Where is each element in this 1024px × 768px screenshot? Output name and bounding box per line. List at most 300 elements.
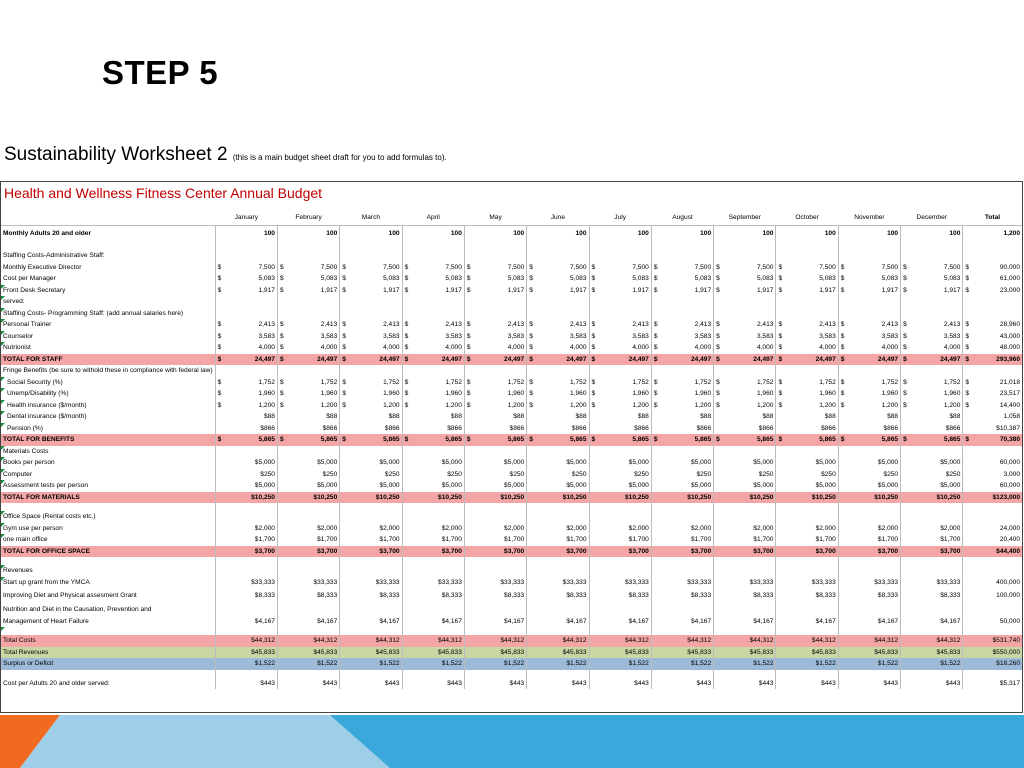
currency-cell: $ [402, 319, 412, 331]
value-cell: $250 [322, 470, 338, 478]
currency-cell [527, 577, 537, 589]
value-cell [537, 604, 589, 616]
value-cell: $5,000 [504, 482, 525, 489]
value-cell: $3,700 [848, 546, 900, 558]
currency-cell: $ [277, 434, 287, 446]
currency-cell [651, 635, 661, 647]
currency-cell [277, 604, 287, 616]
currency-cell: $ [776, 319, 786, 331]
value-cell: $1,700 [628, 536, 649, 543]
table-row [1, 400, 1022, 412]
value-cell: $5,000 [504, 459, 525, 466]
value-cell [225, 296, 277, 308]
table-row [1, 565, 1022, 577]
value-cell [412, 604, 464, 616]
currency-cell [527, 457, 537, 469]
currency-cell [215, 446, 225, 458]
table-row [1, 377, 1022, 389]
value-cell [537, 308, 589, 320]
currency-cell: $ [776, 377, 786, 389]
row-label: Front Desk Secretary [3, 286, 66, 294]
value-cell [225, 565, 277, 577]
value-cell: 1,960 [943, 390, 961, 397]
value-cell [412, 365, 464, 377]
currency-cell [776, 226, 786, 243]
value-cell [786, 604, 838, 616]
value-cell: 1,960 [881, 390, 899, 397]
value-cell: $250 [260, 470, 275, 478]
value-cell [537, 511, 589, 523]
currency-cell [714, 250, 724, 262]
value-cell [661, 296, 713, 308]
currency-cell: $ [963, 285, 973, 297]
currency-cell [838, 534, 848, 546]
currency-cell [589, 423, 599, 435]
value-cell [599, 557, 651, 565]
currency-cell [651, 250, 661, 262]
value-cell: 24,497 [225, 354, 277, 366]
row-label: Materials Costs [3, 447, 49, 455]
value-cell: 3,583 [694, 332, 712, 340]
currency-cell [215, 588, 225, 604]
value-cell: $866 [634, 424, 649, 432]
value-cell: 4,000 [258, 344, 275, 351]
currency-cell: $ [651, 319, 661, 331]
value-cell [661, 670, 713, 678]
currency-cell [589, 411, 599, 423]
table-row [1, 670, 1022, 678]
currency-cell [402, 365, 412, 377]
currency-cell [215, 511, 225, 523]
currency-cell [714, 523, 724, 535]
value-cell: $2,000 [317, 524, 338, 532]
currency-cell [963, 627, 973, 635]
value-cell [848, 511, 900, 523]
currency-cell [901, 616, 911, 628]
currency-cell [901, 511, 911, 523]
currency-cell [776, 635, 786, 647]
value-cell: 1,960 [819, 390, 836, 397]
currency-cell [651, 670, 661, 678]
value-cell [475, 365, 527, 377]
currency-cell [651, 480, 661, 492]
currency-cell [963, 296, 973, 308]
total-cell [973, 446, 1022, 458]
value-cell: $250 [634, 470, 649, 478]
value-cell: $10,250 [537, 492, 589, 504]
currency-cell [651, 365, 661, 377]
currency-cell: $ [402, 377, 412, 389]
currency-cell [838, 511, 848, 523]
currency-cell [589, 635, 599, 647]
comment-marker-icon [1, 411, 5, 415]
value-cell: $866 [509, 424, 525, 432]
currency-cell: $ [714, 400, 724, 412]
currency-cell: $ [589, 434, 599, 446]
comment-marker-icon [1, 388, 5, 392]
value-cell [288, 503, 340, 511]
budget-table [1, 210, 1022, 689]
currency-cell: $ [277, 285, 287, 297]
currency-cell: $ [901, 285, 911, 297]
row-label: Staffing Costs- Programming Staff: (add annual salaries here) [3, 309, 184, 317]
row-label [1, 627, 215, 635]
value-cell [288, 604, 340, 616]
value-cell [786, 565, 838, 577]
month-header: February [277, 210, 339, 226]
value-cell: $88 [450, 413, 462, 420]
currency-cell: $ [838, 354, 848, 366]
value-cell: $8,333 [379, 592, 400, 599]
currency-cell [589, 678, 599, 690]
value-cell [661, 627, 713, 635]
total-cell: 70,380 [973, 434, 1022, 446]
value-cell: $1,700 [379, 536, 400, 543]
value-cell: 5,083 [570, 275, 587, 282]
value-cell: 5,083 [320, 275, 338, 282]
value-cell: 4,000 [570, 344, 587, 351]
currency-cell [402, 242, 412, 250]
value-cell [661, 250, 713, 262]
table-row [1, 678, 1022, 690]
value-cell [661, 565, 713, 577]
currency-cell [402, 678, 412, 690]
currency-cell: $ [589, 342, 599, 354]
value-cell: $1,700 [877, 536, 899, 543]
value-cell [475, 565, 527, 577]
total-cell: 1,058 [1003, 413, 1020, 420]
value-cell: $1,700 [317, 536, 338, 543]
value-cell: 7,500 [445, 263, 462, 271]
currency-cell [402, 534, 412, 546]
row-label: TOTAL FOR MATERIALS [1, 492, 215, 504]
value-cell [911, 557, 963, 565]
currency-cell [340, 308, 350, 320]
value-cell: $45,833 [350, 647, 402, 659]
currency-cell [589, 511, 599, 523]
budget-spreadsheet [0, 181, 1023, 713]
value-cell: $2,000 [690, 524, 712, 532]
total-cell: $44,400 [973, 546, 1022, 558]
currency-cell [651, 678, 661, 690]
value-cell: $44,312 [848, 635, 900, 647]
value-cell [724, 250, 776, 262]
value-cell [350, 503, 402, 511]
value-cell: $5,000 [254, 459, 275, 466]
value-cell: 5,083 [383, 275, 400, 282]
value-cell [724, 296, 776, 308]
currency-cell [215, 557, 225, 565]
sheet-title: Health and Wellness Fitness Center Annual Budget [4, 185, 323, 201]
currency-cell [838, 446, 848, 458]
comment-marker-icon [1, 446, 5, 450]
currency-cell: $ [963, 400, 973, 412]
currency-cell: $ [901, 331, 911, 343]
currency-cell: $ [340, 354, 350, 366]
currency-cell [589, 616, 599, 628]
currency-cell [527, 658, 537, 670]
value-cell [225, 250, 277, 262]
currency-cell [714, 511, 724, 523]
currency-cell [776, 678, 786, 690]
currency-cell [776, 457, 786, 469]
value-cell: 7,500 [632, 263, 649, 271]
value-cell [911, 511, 963, 523]
value-cell [412, 627, 464, 635]
comment-marker-icon [1, 331, 5, 335]
value-cell: $45,833 [412, 647, 464, 659]
row-label: one main office [3, 536, 48, 543]
currency-cell [277, 365, 287, 377]
value-cell [537, 250, 589, 262]
value-cell: 3,583 [881, 332, 899, 340]
value-cell: $33,333 [251, 578, 275, 586]
value-cell: $1,522 [225, 658, 277, 670]
table-row [1, 296, 1022, 308]
value-cell: $1,522 [350, 658, 402, 670]
currency-cell: $ [340, 388, 350, 400]
value-cell [475, 503, 527, 511]
currency-cell [776, 670, 786, 678]
total-cell: 60,000 [999, 459, 1020, 466]
currency-cell [527, 308, 537, 320]
value-cell [350, 365, 402, 377]
total-cell: 43,000 [999, 332, 1020, 340]
worksheet-note: (this is a main budget sheet draft for you to add formulas to). [232, 153, 447, 162]
month-header: June [527, 210, 589, 226]
value-cell [911, 365, 963, 377]
value-cell: $45,833 [724, 647, 776, 659]
value-cell: $10,250 [724, 492, 776, 504]
currency-cell [963, 469, 973, 481]
currency-cell [402, 565, 412, 577]
currency-cell: $ [215, 262, 225, 274]
row-label: Office Space (Rental costs etc.) [3, 513, 96, 520]
value-cell: 2,413 [694, 321, 712, 328]
currency-cell [527, 469, 537, 481]
value-cell: 1,752 [632, 378, 649, 386]
currency-cell [215, 616, 225, 628]
currency-cell [776, 658, 786, 670]
value-cell [848, 565, 900, 577]
currency-cell [589, 492, 599, 504]
value-cell [848, 604, 900, 616]
currency-cell [714, 670, 724, 678]
value-cell: $5,000 [379, 459, 400, 466]
value-cell [350, 627, 402, 635]
currency-cell [527, 546, 537, 558]
total-cell [973, 296, 1022, 308]
currency-cell [838, 565, 848, 577]
currency-cell [776, 250, 786, 262]
total-cell [973, 627, 1022, 635]
value-cell: 24,497 [911, 354, 963, 366]
currency-cell [963, 480, 973, 492]
month-header: October [776, 210, 838, 226]
value-cell: 3,583 [383, 332, 400, 340]
value-cell: 100 [824, 230, 836, 237]
currency-cell [838, 242, 848, 250]
value-cell: 1,200 [632, 401, 649, 409]
value-cell: 1,752 [819, 378, 836, 386]
table-row [1, 647, 1022, 659]
value-cell: $33,333 [874, 578, 899, 586]
currency-cell: $ [527, 434, 537, 446]
value-cell: 1,917 [320, 286, 338, 294]
currency-cell: $ [901, 262, 911, 274]
value-cell: $44,312 [288, 635, 340, 647]
month-header: September [714, 210, 776, 226]
currency-cell [277, 308, 287, 320]
currency-cell [651, 242, 661, 250]
currency-cell [277, 250, 287, 262]
month-header: August [651, 210, 713, 226]
currency-cell [714, 411, 724, 423]
value-cell [724, 308, 776, 320]
currency-cell [901, 565, 911, 577]
currency-cell: $ [838, 285, 848, 297]
currency-cell [464, 534, 474, 546]
slide-title: STEP 5 [102, 54, 219, 91]
value-cell: $5,000 [317, 482, 338, 489]
currency-cell [340, 242, 350, 250]
currency-cell [402, 296, 412, 308]
value-cell: 7,500 [943, 263, 961, 271]
currency-cell [714, 534, 724, 546]
currency-cell: $ [776, 388, 786, 400]
value-cell [288, 670, 340, 678]
currency-cell [277, 627, 287, 635]
value-cell: $1,522 [911, 658, 963, 670]
value-cell: 4,000 [694, 344, 712, 351]
header-blank [1, 210, 215, 226]
value-cell: $3,700 [412, 546, 464, 558]
value-cell: 1,960 [507, 390, 525, 397]
value-cell: 4,000 [819, 344, 836, 351]
currency-cell: $ [340, 434, 350, 446]
value-cell: 100 [949, 230, 961, 237]
currency-cell: $ [838, 434, 848, 446]
currency-cell: $ [963, 434, 973, 446]
row-label: Surplus or Deficit [1, 658, 215, 670]
currency-cell [215, 546, 225, 558]
value-cell [225, 503, 277, 511]
currency-cell: $ [838, 377, 848, 389]
currency-cell [901, 250, 911, 262]
value-cell: $5,000 [628, 482, 649, 489]
row-label: Management of Heart Failure [3, 617, 89, 625]
currency-cell [402, 423, 412, 435]
currency-cell: $ [277, 319, 287, 331]
currency-cell [838, 604, 848, 616]
value-cell: 100 [388, 230, 400, 237]
value-cell: $2,000 [254, 524, 275, 532]
currency-cell [838, 469, 848, 481]
value-cell [350, 565, 402, 577]
row-label: Computer [3, 470, 32, 478]
currency-cell [340, 604, 350, 616]
total-cell: 90,000 [999, 263, 1020, 271]
value-cell: $866 [883, 424, 899, 432]
value-cell: 7,500 [383, 263, 400, 271]
value-cell [911, 308, 963, 320]
value-cell [288, 565, 340, 577]
value-cell: $2,000 [815, 524, 836, 532]
currency-cell [901, 588, 911, 604]
currency-cell [901, 411, 911, 423]
currency-cell [838, 480, 848, 492]
currency-cell: $ [340, 273, 350, 285]
currency-cell: $ [464, 354, 474, 366]
value-cell: $250 [945, 470, 961, 478]
currency-cell [402, 226, 412, 243]
table-row [1, 523, 1022, 535]
value-cell: $5,000 [566, 459, 587, 466]
value-cell [350, 296, 402, 308]
value-cell: $44,312 [475, 635, 527, 647]
currency-cell [527, 242, 537, 250]
currency-cell: $ [215, 285, 225, 297]
total-cell [973, 670, 1022, 678]
currency-cell [838, 546, 848, 558]
currency-cell [838, 635, 848, 647]
currency-cell [963, 557, 973, 565]
value-cell: $5,000 [628, 459, 649, 466]
currency-cell [901, 557, 911, 565]
row-label [1, 503, 215, 511]
value-cell: $45,833 [475, 647, 527, 659]
currency-cell [963, 308, 973, 320]
currency-cell [714, 308, 724, 320]
value-cell [288, 308, 340, 320]
value-cell: $3,700 [786, 546, 838, 558]
value-cell: 2,413 [632, 321, 649, 328]
value-cell: $1,522 [475, 658, 527, 670]
currency-cell [651, 577, 661, 589]
currency-cell [963, 647, 973, 659]
value-cell: $443 [821, 679, 836, 687]
currency-cell [651, 503, 661, 511]
row-label [1, 670, 215, 678]
currency-cell [464, 492, 474, 504]
month-header: November [838, 210, 900, 226]
currency-cell [714, 546, 724, 558]
currency-cell [464, 503, 474, 511]
currency-cell [651, 446, 661, 458]
value-cell [350, 604, 402, 616]
currency-cell [963, 423, 973, 435]
currency-cell [277, 670, 287, 678]
currency-cell: $ [714, 285, 724, 297]
currency-cell [527, 523, 537, 535]
table-row [1, 250, 1022, 262]
value-cell: 3,583 [320, 332, 338, 340]
worksheet-heading [4, 144, 447, 166]
value-cell: 1,200 [819, 401, 836, 409]
currency-cell: $ [277, 354, 287, 366]
currency-cell: $ [402, 342, 412, 354]
currency-cell: $ [901, 434, 911, 446]
total-cell: 50,000 [999, 617, 1020, 625]
value-cell: $44,312 [412, 635, 464, 647]
currency-cell [651, 457, 661, 469]
comment-marker-icon [1, 523, 5, 527]
value-cell: 1,752 [445, 378, 462, 386]
currency-cell [901, 604, 911, 616]
currency-cell [277, 588, 287, 604]
value-cell: $1,522 [537, 658, 589, 670]
currency-cell [464, 250, 474, 262]
